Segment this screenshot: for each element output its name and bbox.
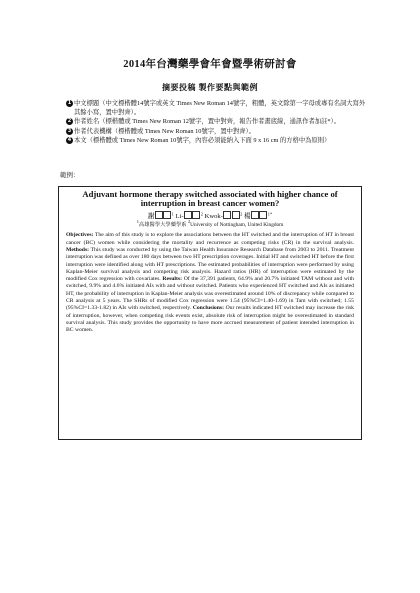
missing-glyph-icon — [192, 211, 200, 219]
author-name-text: 楊 — [243, 213, 251, 221]
page-title: 2014年台灣藥學會年會暨學術研討會 — [123, 59, 297, 70]
author-name — [148, 213, 172, 220]
affiliation-name: University of Nottingham, United Kingdom — [190, 222, 284, 229]
guideline-text: 作者姓名（標楷體或 Times New Roman 12號字，置中對齊，報告作者畫底線，通訊作者加註*）。 — [74, 118, 340, 126]
section-label: Objectives: — [66, 232, 94, 239]
missing-glyph-icon — [163, 211, 171, 219]
section-text: Of the 37,391 patients, 64.9% and 20.7% initiated TAM without and with switched, 9.9% and 4.6% initiated AIs with and without switched. Patients who experienced HT switched and AIs as initiated HT, the probability of interruption in Kaplan-Meier analysis was overestimated around 10% of discrepancy while compared to CR analysis at 5 years. The SHRs of modified Cox regression were 1.54 (95%CI=1.40-1.69) in Tam with switched; 1.55 (95%CI=1.33-1.82) in AIs with switched, respectively. — [66, 276, 354, 312]
section-label: Results: — [162, 276, 183, 283]
number-badge-icon: 2 — [67, 118, 72, 125]
abstract-body — [66, 232, 354, 334]
example-label: 範例： — [60, 172, 80, 179]
missing-glyph-icon — [184, 211, 192, 219]
author-superscript: 1* — [267, 211, 273, 217]
guideline-item — [66, 136, 366, 145]
section-text: This study was conducted by using the Taiwan Health Insurance Research Database from 2003 to 2011. Treatment interruption was defined as over 180 days between two HT prescription coverages. Initial HT and switched HT before the first interruption were identified along with HT prescriptions. The estimated probabilities of interruption were performed by using Kaplan-Meier survival analysis and competing risk analysis. Hazard ratios (HR) of interruption were estimated by the modified Cox regression with covariates. — [66, 246, 354, 283]
abstract-title: Adjuvant hormone therapy switched associated with higher chance of interruption in breast cancer women? — [82, 189, 338, 209]
author-name — [205, 213, 241, 220]
missing-glyph-icon — [251, 211, 259, 219]
guideline-text: 本文（標楷體或 Times New Roman 10號字，內容必須能納入下面 9 x 16 cm 的方格中為原則） — [74, 136, 331, 144]
author-name-text: Li- — [175, 213, 184, 221]
guideline-item — [66, 127, 366, 136]
missing-glyph-icon — [232, 211, 243, 219]
affiliation-superscript: 2 — [187, 219, 191, 225]
number-badge-icon: 1 — [67, 100, 72, 106]
guideline-list — [66, 99, 366, 145]
author-superscript: 2 — [200, 211, 203, 217]
section-text: The aim of this study is to explore the associations between the HT switched and the interruption of HT in breast cancer (BC) women while considering the mortality and recurrence as competing risks (CR) in the survival analysis. — [66, 232, 354, 246]
author-superscript: 1 — [171, 211, 174, 217]
section-label: Conclusions: — [192, 305, 225, 312]
abstract-box — [58, 186, 362, 440]
affiliation-name: 高雄醫學大學藥學系 — [138, 222, 187, 229]
author-name — [244, 213, 268, 220]
guideline-item — [66, 117, 366, 126]
author-line — [66, 211, 354, 222]
guideline-text: 中文標題（中文標楷體14號字或英文 Times New Roman 14號字，粗體，英文除第一字母或專有名詞大寫外其餘小寫，置中對齊）。 — [74, 100, 366, 117]
missing-glyph-icon — [223, 211, 231, 219]
author-superscript: 2 — [240, 211, 243, 217]
number-badge-icon: 4 — [67, 136, 72, 143]
page-subtitle: 摘要投稿 製作要點與範例 — [162, 83, 258, 92]
number-badge-icon: 3 — [67, 127, 72, 134]
affiliation-superscript: 1 — [136, 219, 139, 225]
author-name-text: Kwok- — [204, 213, 223, 221]
missing-glyph-icon — [259, 211, 267, 219]
guideline-item — [66, 99, 366, 117]
guideline-text: 作者代表機構（標楷體或 Times New Roman 10號字，置中對齊）。 — [74, 127, 255, 135]
author-name-text: 謝 — [147, 213, 155, 221]
affiliation-line — [66, 219, 354, 229]
missing-glyph-icon — [155, 211, 163, 219]
section-text: Our results indicated HT switched may increase the risk of interruption, however, when competing risk events exist, absolute risk of interruption might be overestimated in standard survival analysis. This study provides the opportunity to have more accrued measurement of patient intended interruption in BC women. — [66, 305, 354, 334]
section-label: Methods: — [66, 246, 90, 253]
